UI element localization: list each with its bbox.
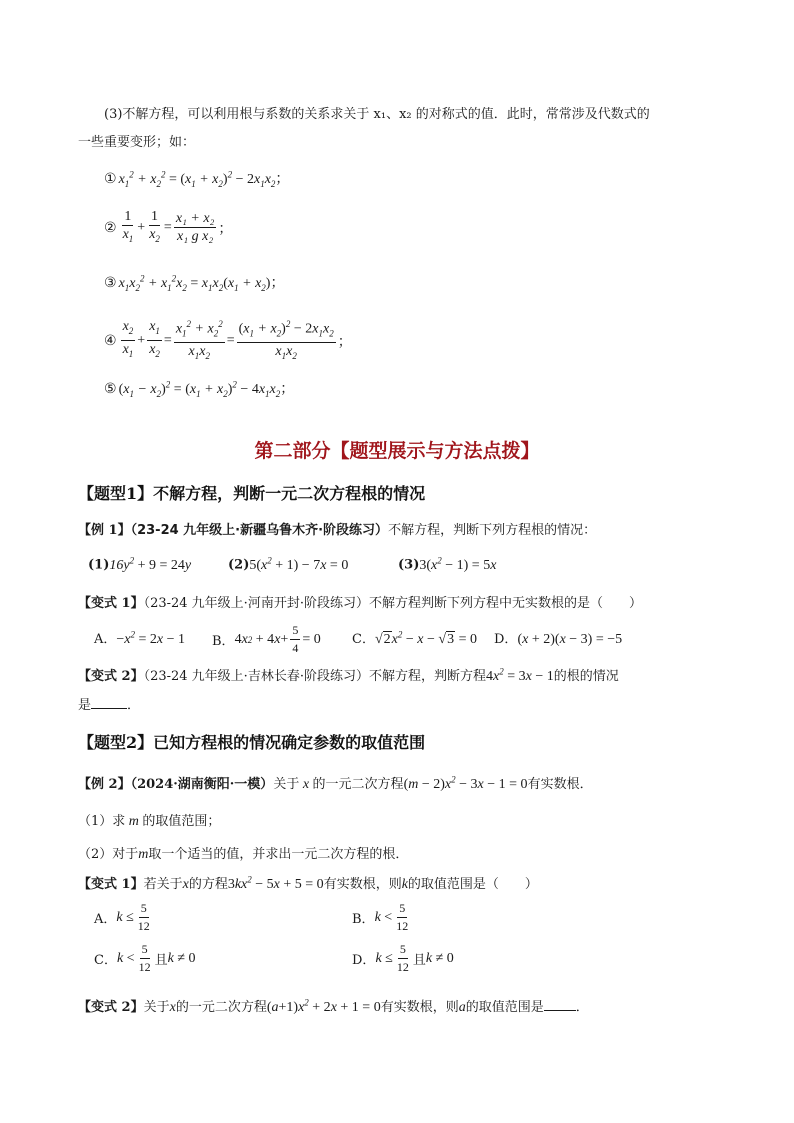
type2-option-b-label: B． — [352, 912, 375, 927]
variant-1-option-d: D．(x + 2)(x − 3) = −5 — [494, 632, 623, 647]
intro-line-2: 一些重要变形；如： — [78, 135, 196, 150]
intro-line-1-text: (3)不解方程，可以利用根与系数的关系求关于 x₁、x₂ 的对称式的值．此时，常常涉及代数式的 — [104, 107, 650, 122]
formula-2-rhs-numerator: x₁ + x₂ — [175, 211, 215, 227]
variant-1-label: 【变式 1】 — [78, 596, 144, 611]
formula-2-rhs-denominator: x₁ g x₂ — [177, 229, 214, 245]
example-1-source: （23-24 九年级上·新疆乌鲁木齐·阶段练习） — [130, 523, 389, 538]
example-2-text-b: 的一元二次方程 — [312, 777, 404, 792]
option-c-and: 且 — [154, 953, 168, 968]
type2-option-a-label: A． — [94, 912, 117, 927]
type1-variant-1 — [78, 592, 642, 611]
type2-variant-2: 【变式 2】关于x的一元二次方程$(a+1)x^2 + 2x + 1 = 0$有实数根，则a的取值范围是 ． — [78, 997, 589, 1015]
type2-variant-2-text-b: 的一元二次方程 — [175, 1000, 267, 1015]
formula-5: ⑤ $(x_1 - x_2)^2 = (x_1 + x_2)^2 - 4x_1x_2$； — [104, 379, 295, 399]
type2-variant-1-text-d: 的取值范围是（ ） — [407, 877, 538, 892]
type2-variant-1-text-c: 有实数根，则 — [323, 877, 402, 892]
type2-option-d-label: D． — [352, 953, 376, 968]
part-2-label: (2) — [228, 557, 250, 573]
variant-1-option-b: B． 4 x 2 + 4 x + $\frac{5}{4}$ = 0 — [212, 623, 321, 655]
variant-2-label: 【变式 2】 — [78, 669, 144, 684]
example-2-source: （2024·湖南衡阳·一模） — [130, 777, 274, 792]
variant-2-line-2 — [78, 694, 140, 713]
option-a-label: A． — [94, 632, 117, 647]
variant-2-source: （23-24 九年级上·吉林长春·阶段练习） — [143, 669, 369, 684]
formula-3-end: ； — [270, 276, 285, 291]
formula-1: ① $x_1^2 + x_2^2 = (x_1 + x_2)^2 - 2x_1x_2$； — [104, 169, 290, 189]
option-d-label: D． — [494, 632, 518, 647]
type1-example-1 — [78, 519, 596, 538]
section-title: 第二部分【题型展示与方法点拨】 — [254, 440, 540, 462]
variant-1-option-a: A．$-x^2 = 2x - 1$ — [94, 629, 186, 647]
example-2-question-2: （2）对于m取一个适当的值，并求出一元二次方程的根． — [78, 847, 409, 862]
formula-3-marker: ③ — [104, 275, 117, 291]
formula-4-marker: ④ — [104, 332, 117, 349]
option-c-label: C． — [352, 632, 375, 647]
variant-2-text: 不解方程，判断方程 — [368, 669, 486, 684]
example-2-label: 【例 2】 — [78, 777, 131, 792]
formula-4: ④ $\frac{x_2}{x_1}$ + $\frac{x_1}{x_2}$ = $\frac{x_1^2 + x_2^2}{x_1x_2}$ = $\frac{(x_1 + x_2)^2 - 2x_1x_2}{x_1x_2}$ ； — [104, 316, 352, 365]
question-1-tail: 的取值范围； — [142, 814, 221, 829]
type2-variant-1-text-b: 的方程 — [188, 877, 228, 892]
example-1-label: 【例 1】 — [78, 523, 131, 538]
type2-option-d: D． k ≤ $\frac{5}{12}$ 且 k ≠ 0 — [352, 942, 454, 974]
variant-1-option-c: C．$√2x^2 - x - √3 = 0$ — [352, 629, 477, 647]
example-1-part-1: $(1)16y^2 + 9 = 24y$ — [88, 555, 192, 573]
part-1-label: (1) — [88, 557, 110, 573]
variant-1-text: 不解方程判断下列方程中无实数根的是（ ） — [368, 596, 642, 611]
example-1-part-3: $(3)3(x^2 - 1) = 5x$ — [398, 555, 497, 573]
example-2-text-a: 关于 — [273, 777, 300, 792]
type2-variant-2-label: 【变式 2】 — [78, 1000, 144, 1015]
formula-1-end: ； — [275, 172, 290, 187]
option-b-label: B． — [212, 634, 235, 649]
answer-blank[interactable] — [91, 696, 127, 709]
type2-answer-blank[interactable] — [544, 998, 576, 1011]
variant-2-period: ． — [127, 698, 141, 713]
example-2-question-1: （1）求 m 的取值范围； — [78, 814, 221, 829]
formula-2-marker: ② — [104, 219, 117, 236]
formula-2-end: ； — [218, 221, 233, 237]
intro-line-1 — [104, 103, 650, 122]
type2-option-c: C． k < $\frac{5}{12}$ 且 k ≠ 0 — [94, 942, 196, 974]
example-2-text-c: 有实数根． — [527, 777, 593, 792]
formula-4-end: ； — [337, 334, 352, 350]
formula-1-marker: ① — [104, 171, 117, 187]
variant-1-source: （23-24 九年级上·河南开封·阶段练习） — [143, 596, 369, 611]
formula-2: ② $\frac{1}{x_1}$ + $\frac{1}{x_2}$ = $\frac{\text{x₁ + x₂}}{\text{x₁ g x₂}}$ ； — [104, 209, 233, 245]
type2-variant-2-text-d: 的取值范围是 — [465, 1000, 544, 1015]
variant-2-tail: 的根的情况 — [553, 669, 619, 684]
question-2-text: （2）对于 — [78, 847, 139, 862]
question-2-tail: 取一个适当的值，并求出一元二次方程的根． — [148, 847, 409, 862]
formula-5-end: ； — [280, 382, 295, 397]
type2-variant-1-label: 【变式 1】 — [78, 877, 144, 892]
formula-5-marker: ⑤ — [104, 381, 117, 397]
question-1-text: （1）求 — [78, 814, 126, 829]
variant-2-line-2-text: 是 — [78, 698, 92, 713]
type2-variant-1: 【变式 1】若关于x的方程$3kx^2 - 5x + 5 = 0$有实数根，则k的取值范围是（ ） — [78, 874, 538, 892]
type2-option-a: A． k ≤ $\frac{5}{12}$ — [94, 901, 150, 933]
type2-variant-2-text-a: 关于 — [143, 1000, 170, 1015]
option-d-and: 且 — [412, 953, 426, 968]
formula-3: ③ $x_1x_2^2 + x_1^2x_2 = x_1x_2(x_1 + x_2)$； — [104, 273, 285, 293]
type2-variant-2-period: ． — [575, 1000, 589, 1015]
type2-variant-1-text-a: 若关于 — [143, 877, 183, 892]
type2-title: 【题型2】已知方程根的情况确定参数的取值范围 — [78, 733, 426, 752]
type1-title: 【题型1】不解方程，判断一元二次方程根的情况 — [78, 484, 426, 503]
type2-option-b: B． k < $\frac{5}{12}$ — [352, 901, 409, 933]
type1-variant-2: 【变式 2】（23-24 九年级上·吉林长春·阶段练习）不解方程，判断方程$4x^2 = 3x - 1$的根的情况 — [78, 666, 619, 684]
example-1-text: 不解方程，判断下列方程根的情况： — [388, 523, 597, 538]
example-1-part-2: $(2)5(x^2 + 1) - 7x = 0$ — [228, 555, 349, 573]
part-3-label: (3) — [398, 557, 420, 573]
type2-variant-2-text-c: 有实数根，则 — [380, 1000, 459, 1015]
type2-option-c-label: C． — [94, 953, 117, 968]
type2-example-2: 【例 2】（2024·湖南衡阳·一模）关于 x 的一元二次方程$(m - 2)x^2 - 3x - 1 = 0$有实数根． — [78, 774, 593, 792]
